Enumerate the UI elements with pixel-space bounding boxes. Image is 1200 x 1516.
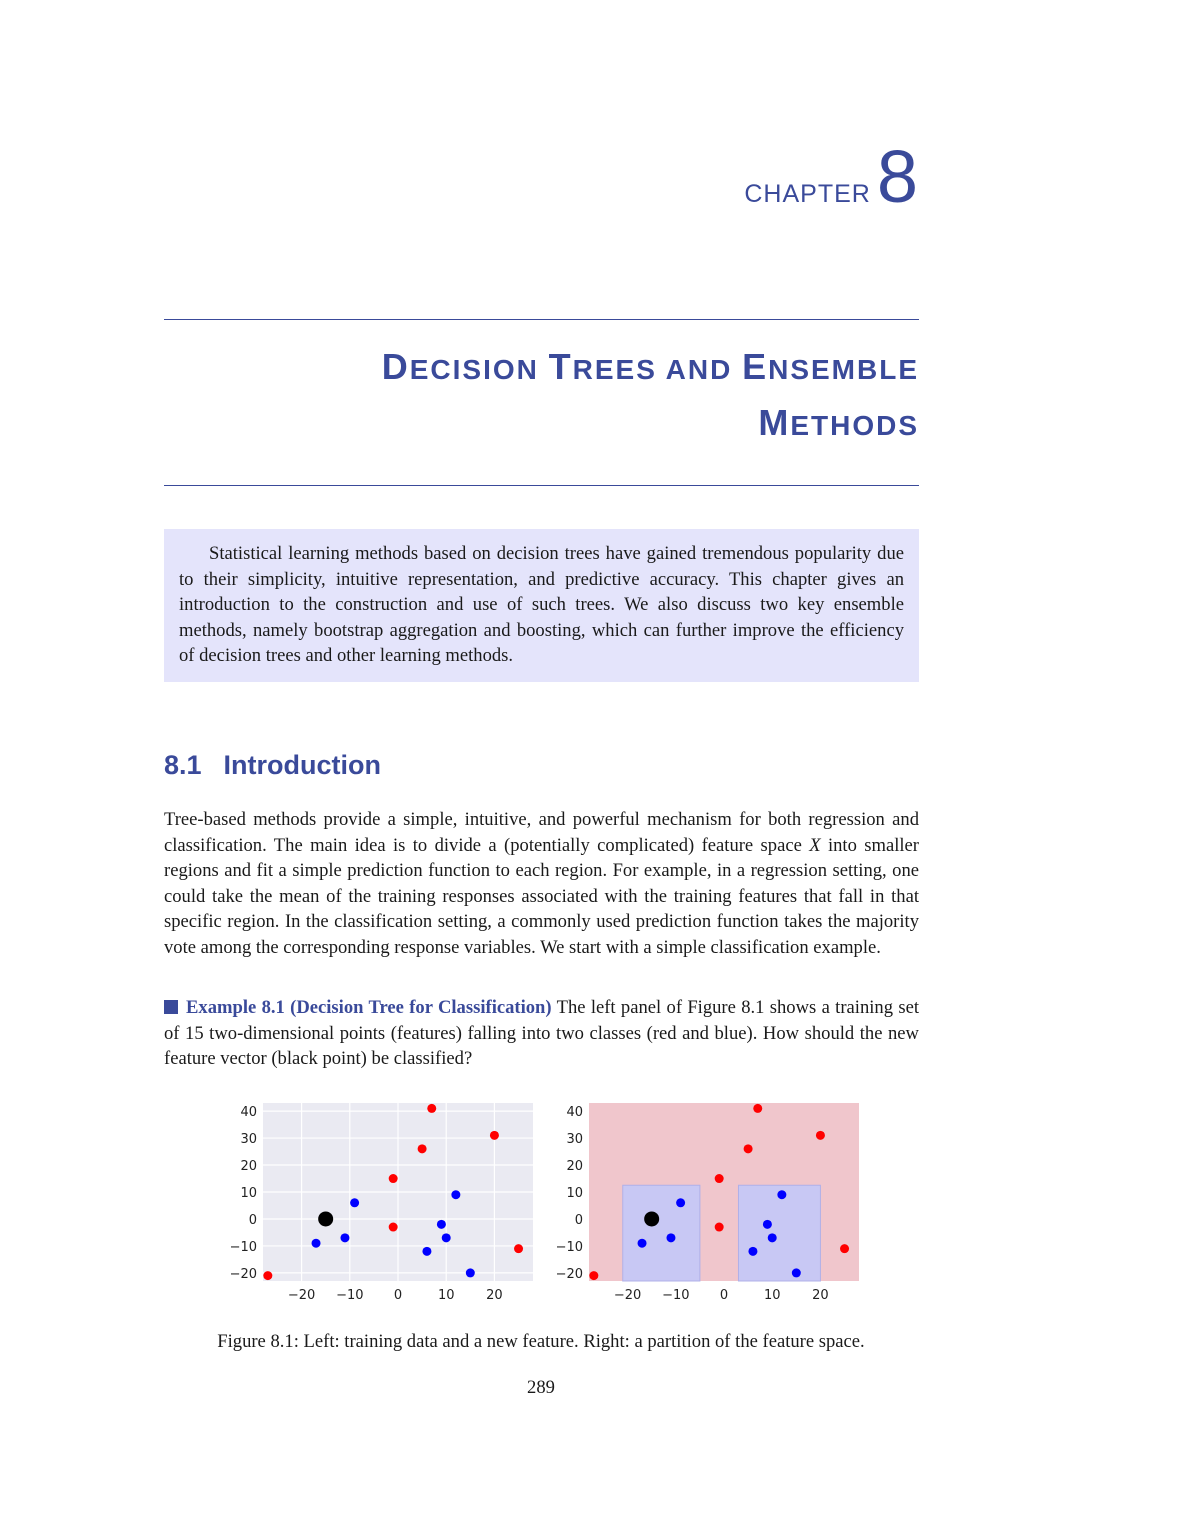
example-paragraph — [164, 995, 919, 1072]
section-number: 8.1 — [164, 750, 202, 780]
chapter-abstract — [164, 529, 919, 682]
title-cap: D — [381, 346, 410, 387]
blue-class-point — [638, 1239, 647, 1248]
red-class-point — [389, 1223, 398, 1232]
example-title: Example 8.1 (Decision Tree for Classification) — [186, 997, 552, 1018]
red-class-point — [418, 1144, 427, 1153]
chapter-number: 8 — [876, 135, 918, 218]
blue-class-point — [466, 1268, 475, 1277]
chapter-title-line-2 — [179, 396, 919, 452]
y-tick-label: 0 — [248, 1212, 257, 1228]
x-tick-label: −20 — [613, 1288, 642, 1303]
title-cap: E — [742, 346, 769, 387]
title-smallcaps: ETHODS — [790, 410, 919, 441]
blue-class-point — [768, 1233, 777, 1242]
y-tick-label: 10 — [240, 1186, 257, 1201]
red-class-point — [753, 1104, 762, 1113]
y-tick-label: 30 — [240, 1132, 257, 1148]
red-class-point — [490, 1131, 499, 1140]
blue-class-point — [442, 1233, 451, 1242]
abstract-text: Statistical learning methods based on decision trees have gained tremendous popularity due to their simplicity, intuitive representation, and predictive accuracy. This chapter gives an introduction to the construction and use of such trees. We also discuss two key ensemble methods, namely bootstrap aggregation and boosting, which can further improve the efficiency of decision trees and other learning methods. — [179, 543, 904, 666]
title-smallcaps: NSEMBLE — [768, 354, 919, 385]
y-tick-label: −10 — [555, 1239, 583, 1255]
y-tick-label: 10 — [566, 1186, 583, 1201]
partition-region — [623, 1185, 700, 1281]
y-tick-label: −10 — [229, 1239, 257, 1255]
chapter-label — [744, 135, 918, 218]
x-tick-label: 10 — [763, 1288, 781, 1303]
x-tick-label: −10 — [662, 1288, 690, 1303]
blue-class-point — [437, 1220, 446, 1229]
red-class-point — [744, 1144, 753, 1153]
figure-8-1 — [0, 1095, 1200, 1310]
page-number: 289 — [527, 1377, 555, 1398]
blue-class-point — [666, 1233, 675, 1242]
y-tick-label: 20 — [566, 1159, 583, 1175]
x-tick-label: 10 — [437, 1288, 455, 1303]
red-class-point — [816, 1131, 825, 1140]
x-tick-label: 0 — [393, 1288, 403, 1303]
intro-text-start: Tree-based methods provide a simple, intuitive, and powerful mechanism for both regression and classification. The main idea is to divide a (potentially complicated) feature space — [164, 809, 919, 856]
x-tick-label: −10 — [336, 1288, 364, 1303]
red-class-point — [427, 1104, 436, 1113]
chapter-title-line-1 — [179, 340, 919, 396]
blue-class-point — [340, 1233, 349, 1242]
example-text: The left panel of Figure 8.1 shows a training set of 15 two-dimensional points (features) falling into two classes (red and blue). How should the new feature vector (black point) be classified? — [164, 997, 919, 1069]
x-tick-label: −20 — [287, 1288, 316, 1303]
x-tick-label: 0 — [719, 1288, 729, 1303]
blue-class-point — [422, 1247, 431, 1256]
x-tick-label: 20 — [812, 1288, 829, 1303]
y-tick-label: 40 — [566, 1105, 583, 1121]
math-variable: X — [809, 834, 821, 856]
title-smallcaps: ECISION — [409, 354, 549, 385]
blue-class-point — [312, 1239, 321, 1248]
title-cap: M — [758, 402, 791, 443]
partition-region — [738, 1185, 820, 1281]
chapter-title — [179, 340, 919, 452]
blue-class-point — [676, 1198, 685, 1207]
intro-paragraph — [164, 807, 919, 960]
figure-svg — [0, 1095, 1200, 1310]
new-feature-point — [644, 1211, 659, 1226]
red-class-point — [263, 1271, 272, 1280]
y-tick-label: −20 — [229, 1266, 257, 1282]
title-rule-top — [164, 319, 919, 320]
y-tick-label: −20 — [555, 1266, 583, 1282]
red-class-point — [389, 1174, 398, 1183]
section-title: Introduction — [223, 750, 382, 780]
y-tick-label: 30 — [566, 1132, 583, 1148]
title-rule-bottom — [164, 485, 919, 486]
chapter-word: CHAPTER — [744, 180, 871, 208]
red-class-point — [715, 1223, 724, 1232]
red-class-point — [514, 1244, 523, 1253]
red-class-point — [589, 1271, 598, 1280]
red-class-point — [715, 1174, 724, 1183]
x-tick-label: 20 — [486, 1288, 503, 1303]
figure-caption: Figure 8.1: Left: training data and a new feature. Right: a partition of the feature space. — [217, 1331, 865, 1352]
blue-class-point — [748, 1247, 757, 1256]
blue-class-point — [451, 1190, 460, 1199]
title-cap: T — [548, 346, 573, 387]
red-class-point — [840, 1244, 849, 1253]
example-marker-icon — [164, 1000, 178, 1014]
intro-text-end: into smaller regions and fit a simple prediction function to each region. For example, in a regression setting, one could take the mean of the training responses associated with the training features that fall in that specific region. In the classification setting, a commonly used prediction function takes the majority vote among the corresponding response variables. We start with a simple classification example. — [164, 834, 919, 958]
new-feature-point — [318, 1211, 333, 1226]
blue-class-point — [763, 1220, 772, 1229]
title-smallcaps: REES AND — [572, 354, 743, 385]
y-tick-label: 40 — [240, 1105, 257, 1121]
blue-class-point — [350, 1198, 359, 1207]
blue-class-point — [792, 1268, 801, 1277]
y-tick-label: 20 — [240, 1159, 257, 1175]
blue-class-point — [777, 1190, 786, 1199]
y-tick-label: 0 — [574, 1212, 583, 1228]
section-heading — [164, 750, 381, 781]
